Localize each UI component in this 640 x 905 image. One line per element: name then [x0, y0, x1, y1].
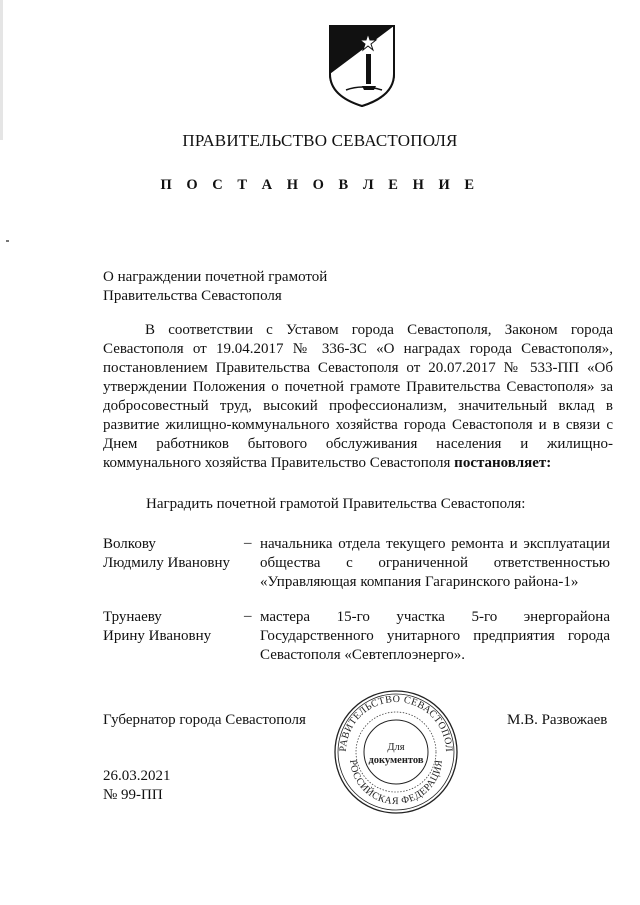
scan-mark	[6, 240, 9, 242]
document-number: № 99-ПП	[103, 787, 163, 803]
scan-edge	[0, 0, 3, 140]
awardee-given-names: Людмилу Ивановну	[103, 555, 231, 571]
awardee-surname: Трунаеву	[103, 609, 162, 625]
awardee-dash: –	[244, 608, 252, 624]
document-date-number	[103, 767, 171, 805]
svg-text:РОССИЙСКАЯ ФЕДЕРАЦИЯ	[347, 759, 445, 807]
awardee-surname: Волкову	[103, 536, 156, 552]
seal-center-bottom: документов	[368, 755, 424, 766]
subject-line: О награждении почетной грамотой	[103, 269, 328, 285]
award-intro: Наградить почетной грамотой Правительства Севастополя:	[146, 496, 526, 512]
preamble	[103, 321, 613, 473]
document-date: 26.03.2021	[103, 768, 171, 784]
signatory-name: М.В. Развожаев	[507, 712, 608, 728]
signatory-position: Губернатор города Севастополя	[103, 712, 306, 728]
awardee-name	[103, 535, 230, 573]
awardee-dash: –	[244, 535, 252, 551]
subject-line: Правительства Севастополя	[103, 288, 282, 304]
awardee-description: мастера 15-го участка 5-го энергорайона Государственного унитарного предприятия города Севастополя «Севтеплоэнерго».	[260, 609, 610, 663]
official-seal	[332, 688, 460, 816]
document-subject	[103, 268, 327, 306]
preamble-text: В соответствии с Уставом города Севастополя, Законом города Севастополя от 19.04.2017 № 336-ЗС «О наградах города Севастополя», постановлением Правительства Севастополя от 20.07.2017 № 533-ПП «Об утверждении Положения о почетной грамоте Правительства Севастополя» за добросовестный труд, высокий профессионализм, значительный вклад в развитие жилищно-коммунального хозяйства города Севастополя и в связи с Днем работников бытового обслуживания населения и жилищно-коммунального хозяйства Правительство Севастополя	[103, 322, 613, 471]
awardee-description: начальника отдела текущего ремонта и эксплуатации общества с ограниченной ответственностью «Управляющая компания Гагаринского района-1»	[260, 536, 610, 590]
resolves-colon: :	[546, 455, 552, 471]
seal-ring-top-text: РАВИТЕЛЬСТВО СЕВАСТОПОЛ	[337, 693, 455, 753]
seal-center-top: Для	[387, 742, 405, 753]
coat-of-arms-icon	[326, 24, 398, 108]
awardee-name	[103, 608, 211, 646]
resolves-word: постановляет	[454, 455, 547, 471]
awardee-given-names: Ирину Ивановну	[103, 628, 212, 644]
seal-ring-bottom-text: РОССИЙСКАЯ ФЕДЕРАЦИЯ	[346, 759, 446, 808]
document-type: П О С Т А Н О В Л Е Н И Е	[160, 177, 480, 193]
government-title: ПРАВИТЕЛЬСТВО СЕВАСТОПОЛЯ	[182, 131, 458, 150]
